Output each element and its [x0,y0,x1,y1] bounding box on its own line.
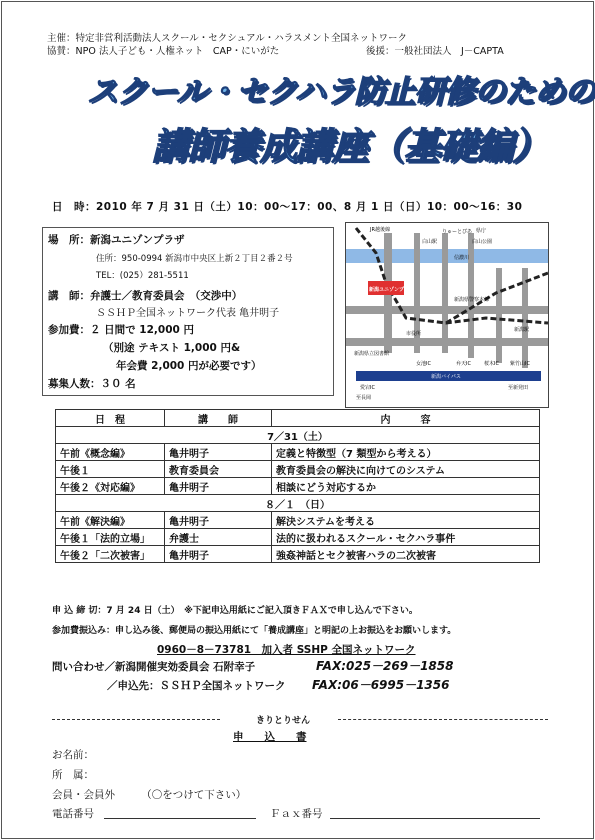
cut-line-label: きりとりせん [256,716,311,726]
header-content: 内 容 [272,410,540,427]
map-label: 白山公園 [472,239,493,245]
form-fax-label: Ｆａｘ番号 [270,808,323,820]
map-graphic [346,223,548,407]
table-row [56,529,540,546]
session-cell: 午後１「法的立場」 [56,529,165,546]
schedule-table [55,409,540,563]
lecturer-cell: 亀井明子 [165,546,272,563]
map-label: 白山駅 [422,239,438,245]
phone-field-line[interactable] [104,818,256,819]
map-label: 弁天IC [456,361,471,367]
table-row [56,461,540,478]
capacity-text: 募集人数：３０ 名 [48,378,136,390]
day-row [56,427,540,444]
apply-to-text: ／申込先：ＳＳＨＰ全国ネットワーク [107,680,286,692]
access-map [345,222,549,408]
table-row [56,444,540,461]
session-cell: 午後２「二次被害」 [56,546,165,563]
cut-line-left [52,719,220,720]
cut-line-right [338,719,548,720]
content-cell: 相談にどう対応するか [272,478,540,495]
day-row [56,495,540,512]
venue-address: 住所：950-0994 新潟市中央区上新２丁目２番２号 [96,254,293,264]
table-header-row [56,410,540,427]
map-label: 新潟駅 [514,327,530,333]
venue-label: 場 所：新潟ユニゾンプラザ [48,234,185,246]
apply-fax: FAX:06－6995－1356 [312,678,450,692]
lecturer-cell: 弁護士 [165,529,272,546]
fax-field-line[interactable] [330,818,540,819]
map-label: 市役所 [406,331,422,337]
map-label: 信濃川 [454,255,470,261]
map-label: 至新発田 [508,385,529,391]
cosponsor-text: 協賛：NPO 法人子ども・人権ネット CAP・にいがた [47,46,280,57]
support-text: 後援：一般社団法人 J－CAPTA [366,46,504,57]
form-affiliation-label: 所 属： [52,769,94,781]
map-label: 新潟ユニゾンプラザ [369,287,415,293]
map-label: 女池IC [416,361,431,367]
road-h1 [346,306,548,314]
map-label: 新潟バイパス [431,374,461,380]
session-cell: 午前《解決編》 [56,512,165,529]
payment-text: 参加費振込み：申し込み後、郵便局の振込用紙にて「養成講座」と明記の上お振込をお願いします。 [52,626,457,636]
lecturer-label: 講 師：弁護士／教育委員会 （交渉中） [48,290,243,302]
day2-label: ８／１ （日） [56,495,540,512]
inquiry-fax: FAX:025－269－1858 [316,659,454,673]
table-row [56,546,540,563]
table-row [56,478,540,495]
lecturer-cell: 教育委員会 [165,461,272,478]
map-label: 新潟県警察本部 [454,297,490,303]
road-v6 [522,268,528,368]
lecturer-cell: 亀井明子 [165,512,272,529]
map-label: 桜木IC [484,361,499,367]
table-row [56,512,540,529]
map-label: 新潟県立図書館 [354,351,390,357]
form-member-label: 会員・会員外 （〇をつけて下さい） [52,789,247,801]
form-title: 申 込 書 [233,731,307,743]
session-cell: 午後２《対応編》 [56,478,165,495]
road-v5 [496,268,502,363]
content-cell: 法的に扱われるスクール・セクハラ事件 [272,529,540,546]
road-h2 [346,338,548,346]
inquiry-text: 問い合わせ／新潟開催実効委員会 石附幸子 [52,661,256,673]
road-v3 [442,233,448,353]
venue-tel: TEL：(025）281-5511 [96,271,189,281]
map-label: 県庁 [476,228,487,234]
title-line2: 講師養成講座（基礎編） [152,125,548,168]
account-text: 0960－8－73781 加入者 SSHP 全国ネットワーク [157,644,416,656]
map-label: 愛宕IC [360,385,375,391]
content-cell: 強姦神話とセク被害ハラの二次被害 [272,546,540,563]
fee-note-2: 年会費 2,000 円が必要です） [116,360,262,372]
form-phone-label: 電話番号 [52,808,94,820]
map-label: JR越後線 [370,227,390,233]
map-label: 紫竹山IC [510,361,530,367]
session-cell: 午後１ [56,461,165,478]
fee-text: 参加費：２ 日間で 12,000 円 [48,324,194,336]
day1-label: 7／31（土） [56,427,540,444]
lecturer-cell: 亀井明子 [165,444,272,461]
map-label: 至長岡 [356,395,372,401]
lecturer-name: ＳＳＨＰ全国ネットワーク代表 亀井明子 [96,308,280,319]
content-cell: 教育委員会の解決に向けてのシステム [272,461,540,478]
session-cell: 午前《概念編》 [56,444,165,461]
content-cell: 定義と特徴型（7 類型から考える） [272,444,540,461]
map-label: りゅーとぴあ [442,229,473,235]
fee-note-1: （別途 テキスト 1,000 円& [103,342,241,354]
header-date: 日 程 [56,410,165,427]
form-name-label: お名前： [52,749,94,761]
event-datetime: 日 時：2010 年 7 月 31 日（土）10：00～17：00、8 月 1 日（日）10：00～16：30 [52,201,523,213]
header-lecturer: 講 師 [165,410,272,427]
lecturer-cell: 亀井明子 [165,478,272,495]
organizer-text: 主催：特定非営利活動法人スクール・セクシュアル・ハラスメント全国ネットワーク [47,33,407,44]
deadline-text: 申 込 締 切：7 月 24 日（土） ※下記申込用紙にご記入頂きＦＡＸで申し込んで下さい。 [52,606,418,616]
title-line1: スクール・セクハラ防止研修のための [87,74,595,110]
content-cell: 解決システムを考える [272,512,540,529]
